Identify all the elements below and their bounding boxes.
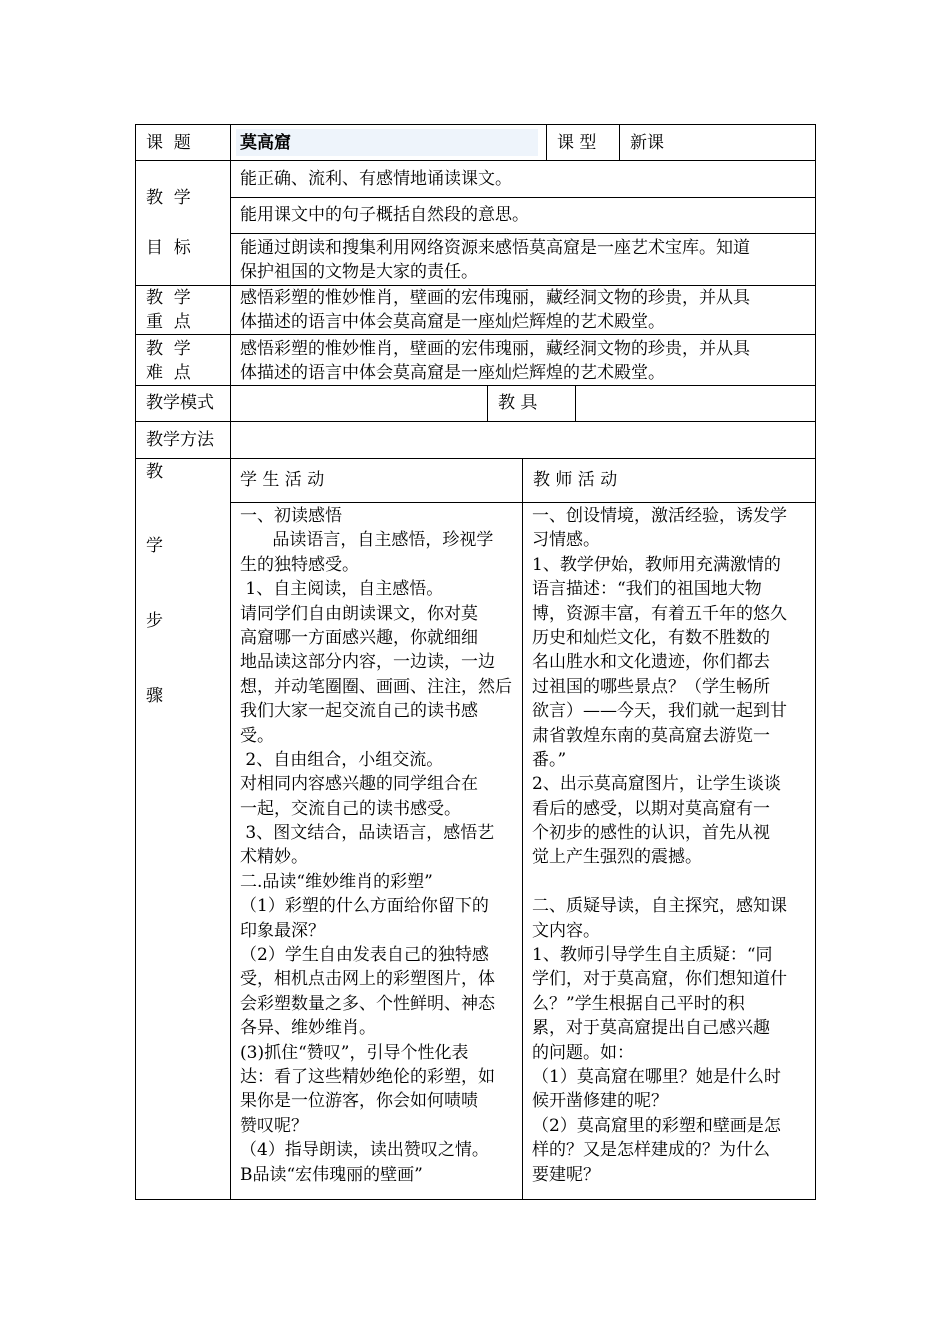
student-activity-line: 受，相机点击网上的彩塑图片，体	[240, 969, 495, 990]
row-divider	[230, 233, 816, 234]
topic-value: 莫高窟	[240, 133, 291, 153]
col-divider	[487, 385, 488, 422]
key-points-line: 体描述的语言中体会莫高窟是一座灿烂辉煌的艺术殿堂。	[240, 312, 665, 332]
objectives-label-1: 教 学	[146, 188, 191, 208]
teacher-activity-line: 2、出示莫高窟图片，让学生谈谈	[532, 774, 781, 795]
teacher-activity-line: 语言描述：“我们的祖国地大物	[532, 579, 762, 600]
teacher-activity-line: 历史和灿烂文化，有数不胜数的	[532, 627, 770, 648]
student-activity-line: 我们大家一起交流自己的读书感	[240, 701, 478, 722]
student-activity-line: 各异、维妙维肖。	[240, 1018, 376, 1039]
objective-item: 能通过朗读和搜集利用网络资源来感悟莫高窟是一座艺术宝库。知道	[240, 238, 750, 258]
student-activity-line: 赞叹呢？	[240, 1115, 308, 1136]
teaching-tools-label: 教 具	[498, 393, 538, 413]
objective-item: 保护祖国的文物是大家的责任。	[240, 262, 478, 282]
steps-label-char: 步	[146, 611, 163, 631]
student-activity-line: 二.品读“维妙维肖的彩塑”	[240, 871, 433, 892]
objective-item: 能正确、流利、有感情地诵读课文。	[240, 169, 512, 189]
student-activity-line: 术精妙。	[240, 847, 308, 868]
steps-label-char: 学	[146, 536, 163, 556]
teacher-activity-header: 教 师 活 动	[533, 470, 618, 490]
col-divider	[575, 385, 576, 422]
teacher-activity-line: 的问题。如：	[532, 1042, 634, 1063]
teacher-activity-line: （2）莫高窟里的彩塑和壁画是怎	[532, 1115, 781, 1136]
teacher-activity-line: 么？”学生根据自己平时的积	[532, 993, 745, 1014]
teacher-activity-line: 1、教学伊始，教师用充满激情的	[532, 554, 781, 575]
student-activity-line: (3)抓住“赞叹”，引导个性化表	[240, 1042, 469, 1063]
row-divider	[230, 197, 816, 198]
student-activity-line: 请同学们自由朗读课文，你对莫	[240, 603, 478, 624]
student-activity-line: （4）指导朗读，读出赞叹之情。	[240, 1140, 489, 1161]
teacher-activity-line: 习情感。	[532, 530, 600, 551]
topic-label: 课 题	[146, 133, 191, 153]
student-activity-line: 地品读这部分内容，一边读，一边	[240, 652, 495, 673]
teaching-mode-label: 教学模式	[146, 393, 214, 413]
difficulties-line: 感悟彩塑的惟妙惟肖，壁画的宏伟瑰丽，藏经洞文物的珍贵，并从具	[240, 339, 750, 359]
row-divider	[230, 502, 816, 503]
student-activity-line: 对相同内容感兴趣的同学组合在	[240, 774, 478, 795]
teacher-activity-line: 个初步的感性的认识，首先从视	[532, 823, 770, 844]
student-activity-line: （2）学生自由发表自己的独特感	[240, 945, 489, 966]
teacher-activity-line: 要建呢？	[532, 1164, 600, 1185]
student-activity-line: 生的独特感受。	[240, 554, 359, 575]
student-activity-line: 达：看了这些精妙绝伦的彩塑，如	[240, 1066, 495, 1087]
row-divider	[135, 160, 816, 161]
teacher-activity-text	[532, 504, 812, 1187]
teacher-activity-line: 名山胜水和文化遗迹，你们都去	[532, 652, 770, 673]
student-activity-line: 2、自由组合，小组交流。	[240, 749, 444, 770]
teacher-activity-line: 1、教师引导学生自主质疑：“同	[532, 945, 773, 966]
student-activity-header: 学 生 活 动	[240, 470, 325, 490]
student-activity-line: B品读“宏伟瑰丽的壁画”	[240, 1164, 423, 1185]
student-activity-text	[240, 504, 518, 1187]
student-activity-line: 品读语言，自主感悟，珍视学	[240, 530, 494, 551]
key-points-line: 感悟彩塑的惟妙惟肖，壁画的宏伟瑰丽，藏经洞文物的珍贵，并从具	[240, 288, 750, 308]
teaching-method-label: 教学方法	[146, 430, 214, 450]
teacher-activity-line: 样的？又是怎样建成的？为什么	[532, 1140, 770, 1161]
type-value: 新课	[630, 133, 664, 153]
teacher-activity-line: 看后的感受，以期对莫高窟有一	[532, 798, 770, 819]
col-divider	[619, 124, 620, 161]
objective-item: 能用课文中的句子概括自然段的意思。	[240, 205, 529, 225]
teacher-activity-line: 欲言）——今天，我们就一起到甘	[532, 701, 787, 722]
student-activity-line: 印象最深？	[240, 920, 325, 941]
col-divider	[522, 458, 523, 1200]
student-activity-line: 高窟哪一方面感兴趣，你就细细	[240, 627, 478, 648]
difficulties-label-1: 教 学	[146, 339, 191, 359]
col-divider	[230, 124, 231, 1200]
student-activity-line: 1、自主阅读，自主感悟。	[240, 579, 444, 600]
teacher-activity-line: 候开凿修建的呢？	[532, 1091, 668, 1112]
teacher-activity-line: 文内容。	[532, 920, 600, 941]
student-activity-line: 想，并动笔圈圈、画画、注注，然后	[240, 676, 512, 697]
steps-label-char: 教	[146, 462, 163, 482]
teacher-activity-line: 番。”	[532, 749, 567, 770]
table-border-top	[135, 124, 816, 125]
teacher-activity-line: 累，对于莫高窟提出自己感兴趣	[532, 1018, 770, 1039]
teacher-activity-line	[532, 870, 812, 894]
teacher-activity-line: （1）莫高窟在哪里？她是什么时	[532, 1066, 781, 1087]
table-border-bottom	[135, 1199, 816, 1200]
difficulties-label-2: 难 点	[146, 363, 191, 383]
student-activity-line: （1）彩塑的什么方面给你留下的	[240, 896, 489, 917]
teacher-activity-line: 觉上产生强烈的震撼。	[532, 847, 702, 868]
teacher-activity-line: 一、创设情境，激活经验，诱发学	[532, 506, 787, 526]
teacher-activity-line: 过祖国的哪些景点？（学生畅所	[532, 676, 770, 697]
student-activity-line: 会彩塑数量之多、个性鲜明、神态	[240, 993, 495, 1014]
key-points-label-1: 教 学	[146, 288, 191, 308]
student-activity-line: 一、初读感悟	[240, 506, 342, 526]
objectives-label-2: 目 标	[146, 238, 191, 258]
teacher-activity-line: 二、质疑导读，自主探究，感知课	[532, 896, 787, 917]
student-activity-line: 一起，交流自己的读书感受。	[240, 798, 461, 819]
row-divider	[135, 421, 816, 422]
student-activity-line: 3、图文结合，品读语言，感悟艺	[240, 823, 495, 844]
type-label: 课 型	[557, 133, 597, 153]
steps-label-char: 骤	[146, 686, 163, 706]
student-activity-line: 受。	[240, 725, 274, 746]
teacher-activity-line: 博，资源丰富，有着五千年的悠久	[532, 603, 787, 624]
student-activity-line: 果你是一位游客，你会如何啧啧	[240, 1091, 478, 1112]
row-divider	[135, 458, 816, 459]
key-points-label-2: 重 点	[146, 312, 191, 332]
teacher-activity-line: 肃省敦煌东南的莫高窟去游览一	[532, 725, 770, 746]
difficulties-line: 体描述的语言中体会莫高窟是一座灿烂辉煌的艺术殿堂。	[240, 363, 665, 383]
col-divider	[546, 124, 547, 161]
teacher-activity-line: 学们，对于莫高窟，你们想知道什	[532, 969, 787, 990]
